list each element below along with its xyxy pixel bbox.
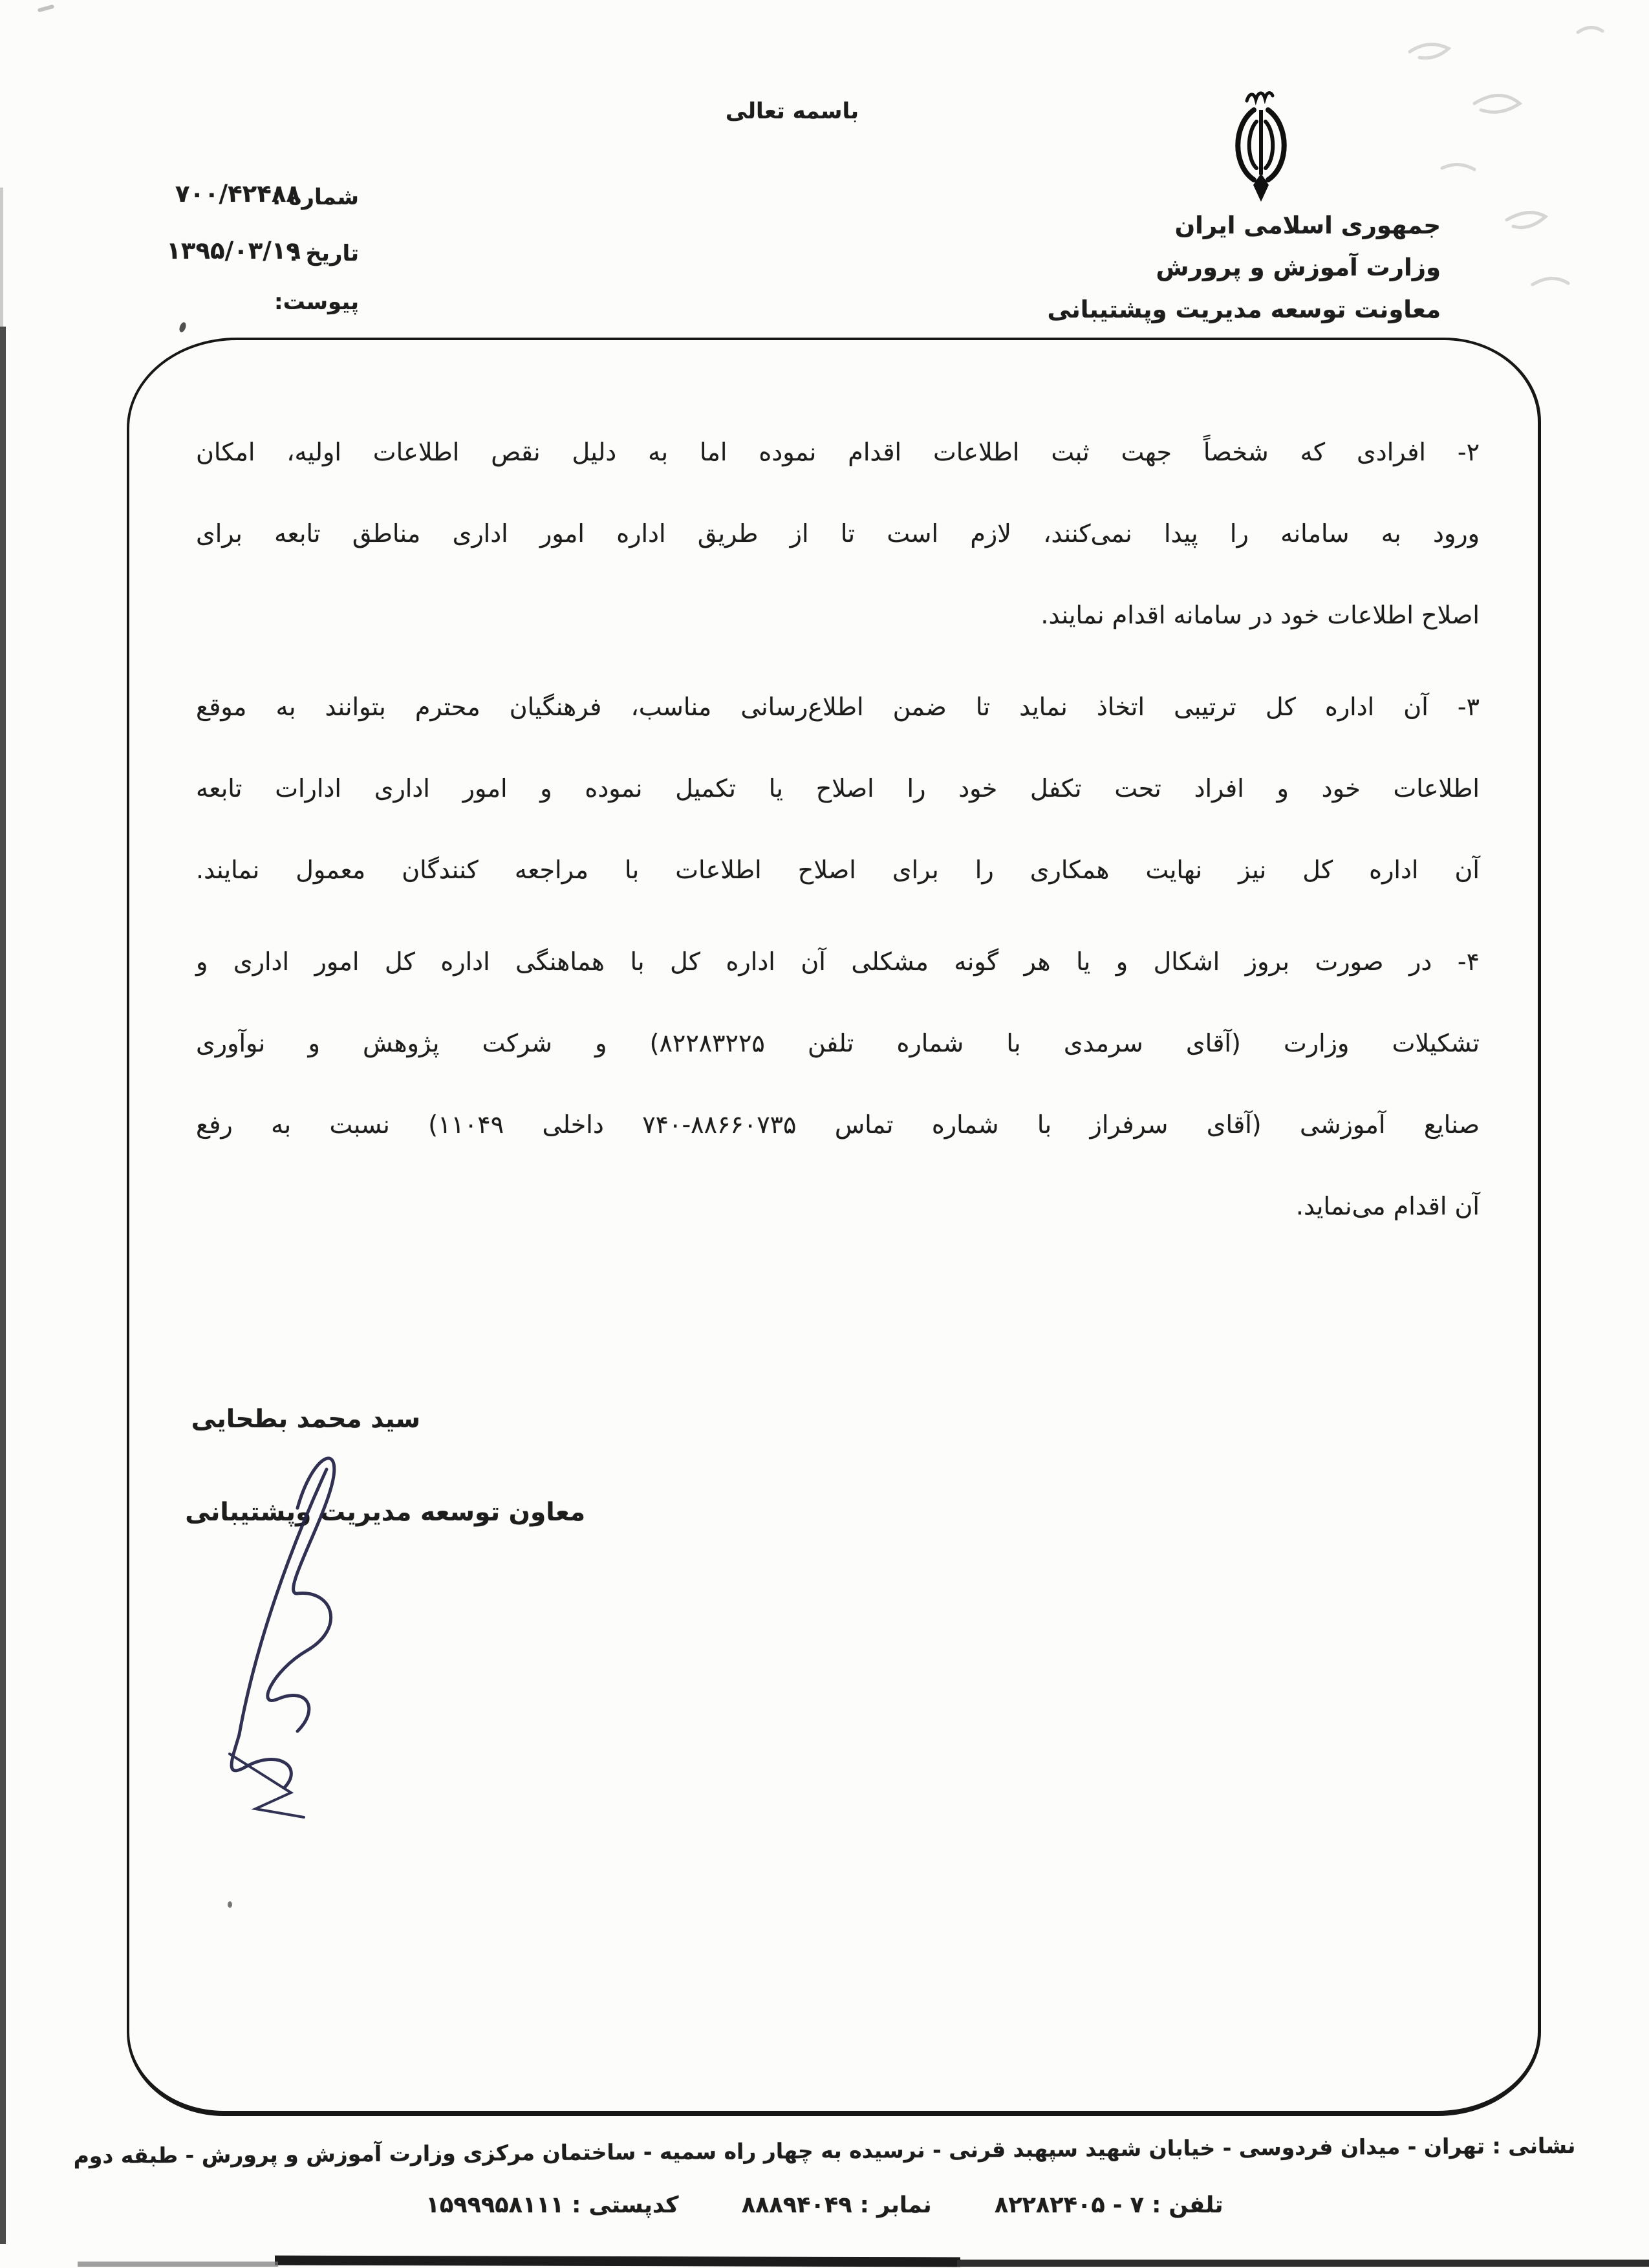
scan-edge-bottom-strip-left [78,2262,278,2267]
footer-fax: نمابر : ۸۸۸۹۴۰۴۹ [741,2192,932,2218]
letterhead-country: جمهوری اسلامی ایران [1174,211,1441,239]
letterhead-ministry: وزارت آموزش و پرورش [1156,254,1441,281]
letterhead-department: معاونت توسعه مدیریت وپشتیبانی [1047,296,1441,323]
letter-body [196,411,1480,1257]
scan-edge-left-strip-faint [0,188,3,327]
paragraph [196,666,1480,911]
letter-date-value: ۱۳۹۵/۰۳/۱۹ [166,237,301,265]
body-line: اصلاح اطلاعات خود در سامانه اقدام نمایند. [1040,601,1480,629]
letter-attachment-label: پیوست: [274,289,359,315]
footer-postal-code: کدپستی : ۱۵۹۹۹۵۸۱۱۱ [426,2192,679,2218]
letterhead [1047,204,1441,330]
body-line: ۲- افرادی که شخصاً جهت ثبت اطلاعات اقدام نموده اما به دلیل نقص اطلاعات اولیه، امکان [196,438,1480,466]
bismillah-text: باسمه تعالی [725,98,859,124]
scan-stray-mark [228,1901,232,1908]
footer-contact [0,2192,1649,2218]
scan-edge-bottom-strip [275,2256,960,2267]
signatory-title: معاون توسعه مدیریت وپشتیبانی [185,1498,585,1527]
body-line: اطلاعات خود و افراد تحت تکفل خود را اصلاح یا تکمیل نموده و امور اداری ادارات تابعه [196,774,1480,803]
footer-address: نشانی : تهران - میدان فردوسی - خیابان شهید سپهبد قرنی - نرسیده به چهار راه سمیه - ساختمان مرکزی وزارت آموزش و پرورش - طبقه دوم [73,2132,1576,2169]
scan-stray-mark [178,321,188,333]
scan-edge-bottom-strip-right [957,2260,1649,2267]
body-line: صنایع آموزشی (آقای سرفراز با شماره تماس ۸۸۶۶۰۷۳۵-۷۴۰ داخلی ۱۱۰۴۹) نسبت به رفع [196,1110,1480,1139]
scan-stray-mark [38,5,55,13]
signatory-name: سید محمد بطحایی [191,1405,420,1434]
handwritten-signature-icon [194,1431,388,1819]
scan-edge-left-strip [0,327,6,2244]
body-line: ۳- آن اداره کل ترتیبی اتخاذ نماید تا ضمن اطلاع‌رسانی مناسب، فرهنگیان محترم بتوانند به موقع [196,693,1480,721]
scan-smudge-marks [1384,6,1643,394]
letter-number-label: شماره : [272,184,359,210]
body-line: ۴- در صورت بروز اشکال و یا هر گونه مشکلی آن اداره کل با هماهنگی اداره کل امور اداری و [196,947,1480,976]
footer-phone: تلفن : ۷ - ۸۲۲۸۲۴۰۵ [994,2192,1223,2218]
body-line: آن اداره کل نیز نهایت همکاری را برای اصلاح اطلاعات با مراجعه کنندگان معمول نمایند. [196,856,1480,884]
letter-date-label: تاریخ : [289,241,359,266]
iran-national-emblem-icon [1223,88,1299,203]
paragraph [196,411,1480,656]
body-line: ورود به سامانه را پیدا نمی‌کنند، لازم است تا از طریق اداره امور اداری مناطق تابعه برای [196,519,1480,548]
body-line: تشکیلات وزارت (آقای سرمدی با شماره تلفن ۸۲۲۸۳۲۲۵) و شرکت پژوهش و نوآوری [196,1029,1480,1057]
letter-number-value: ۷۰۰/۴۲۴۸۸ [175,180,301,208]
body-line: آن اقدام می‌نماید. [1295,1192,1480,1220]
paragraph [196,921,1480,1247]
